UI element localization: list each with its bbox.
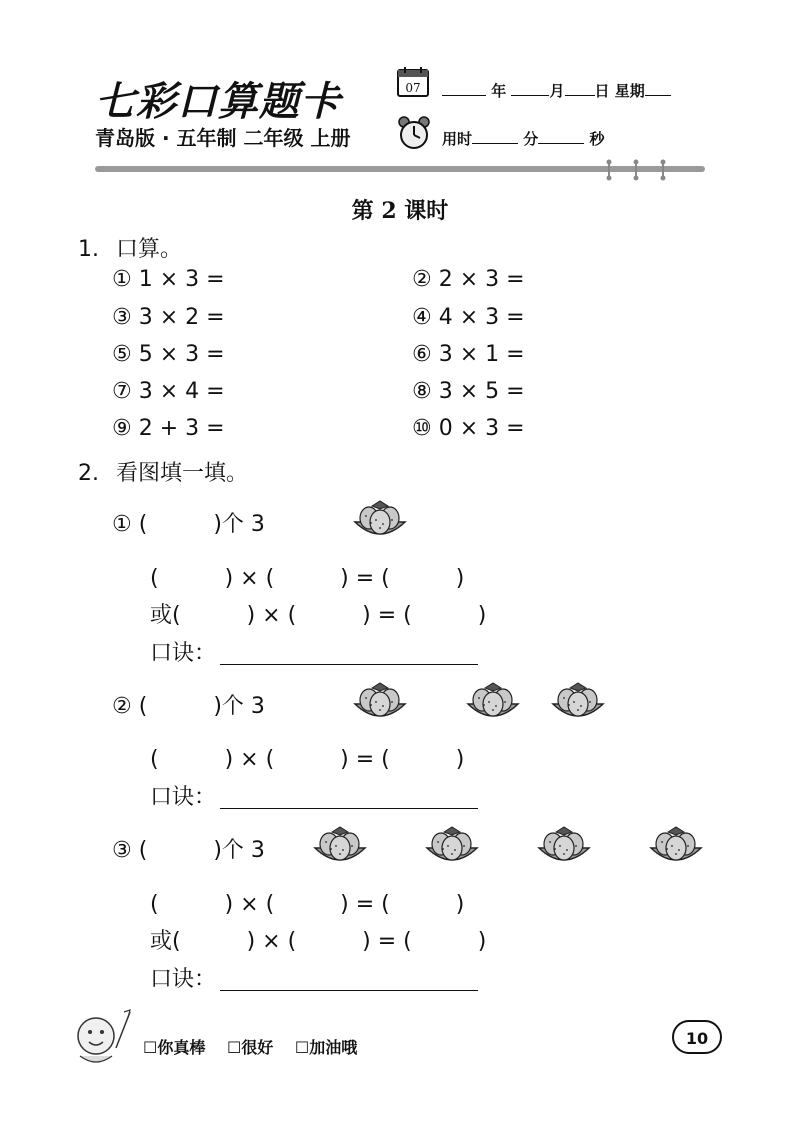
q2-part1-equation[interactable]: ( ) × ( ) = ( ) [150,566,465,591]
q2-part1-koujue-line[interactable] [220,664,478,665]
page-number: 10 [672,1020,722,1054]
q1-number: 1. [78,237,99,262]
calc-item[interactable]: ④ 4 × 3 = [412,305,525,330]
divider-knot [660,158,666,182]
q2-heading [78,456,248,487]
q1-title: 口算。 [116,237,183,262]
calc-item[interactable]: ① 1 × 3 = [112,267,225,292]
month-blank[interactable] [511,81,549,96]
calc-item[interactable]: ⑨ 2 + 3 = [112,416,225,441]
strawberry-basket-icon [648,824,704,868]
q2-part3-koujue-label: 口诀： [150,967,217,992]
strawberry-basket-icon [352,680,408,724]
q2-part1-koujue-label: 口诀： [150,641,217,666]
time-fields [442,128,605,149]
rating-good-checkbox[interactable]: ☐很好 [226,1038,274,1057]
q2-part1-equation-alt[interactable]: 或( ) × ( ) = ( ) [150,603,487,628]
self-rating [143,1035,373,1058]
q2-part3-count[interactable]: ③ ( )个 3 [112,838,265,863]
month-label: 月 [549,82,565,100]
calc-item[interactable]: ⑧ 3 × 5 = [412,379,525,404]
strawberry-basket-icon [352,498,408,542]
calc-item[interactable]: ⑤ 5 × 3 = [112,342,225,367]
second-blank[interactable] [538,129,584,144]
q2-part3-equation[interactable]: ( ) × ( ) = ( ) [150,892,465,917]
strawberry-basket-icon [465,680,521,724]
header-divider [95,166,705,172]
weekday-blank[interactable] [645,81,671,96]
year-blank[interactable] [442,81,486,96]
q1-heading [78,232,182,263]
minute-blank[interactable] [472,129,518,144]
time-label: 用时 [442,130,473,148]
year-label: 年 [491,82,507,100]
q2-part3-equation-alt[interactable]: 或( ) × ( ) = ( ) [150,929,487,954]
calc-item[interactable]: ② 2 × 3 = [412,267,525,292]
calc-item[interactable]: ⑥ 3 × 1 = [412,342,525,367]
minute-label: 分 [523,130,539,148]
strawberry-basket-icon [550,680,606,724]
calc-item[interactable]: ⑩ 0 × 3 = [412,416,525,441]
q2-number: 2. [78,461,99,486]
alarm-clock-icon [397,116,431,150]
lesson-title: 第 2 课时 [351,198,449,224]
q2-part3-koujue-line[interactable] [220,990,478,991]
rating-keep-trying-checkbox[interactable]: ☐加油哦 [294,1038,358,1057]
day-label: 日 [594,82,610,100]
q2-title: 看图填一填。 [116,461,249,486]
calendar-day: 07 [405,81,421,95]
strawberry-basket-icon [536,824,592,868]
strawberry-basket-icon [424,824,480,868]
date-fields [442,80,671,101]
q2-part2-koujue-line[interactable] [220,808,478,809]
divider-knot [633,158,639,182]
rating-excellent-checkbox[interactable]: ☐你真棒 [143,1038,206,1057]
mascot-illustration [66,1006,136,1070]
calendar-icon [397,67,429,97]
q2-part2-count[interactable]: ② ( )个 3 [112,694,265,719]
q2-part1-count[interactable]: ① ( )个 3 [112,512,265,537]
second-label: 秒 [589,130,605,148]
calc-item[interactable]: ⑦ 3 × 4 = [112,379,225,404]
divider-knot [606,158,612,182]
calc-item[interactable]: ③ 3 × 2 = [112,305,225,330]
q2-part2-koujue-label: 口诀： [150,785,217,810]
edition-label: 青岛版 · 五年制 二年级 上册 [95,126,351,150]
day-blank[interactable] [565,81,595,96]
q2-part2-equation[interactable]: ( ) × ( ) = ( ) [150,747,465,772]
weekday-label: 星期 [614,82,645,100]
brand-title: 七彩口算题卡 [95,78,341,125]
strawberry-basket-icon [312,824,368,868]
